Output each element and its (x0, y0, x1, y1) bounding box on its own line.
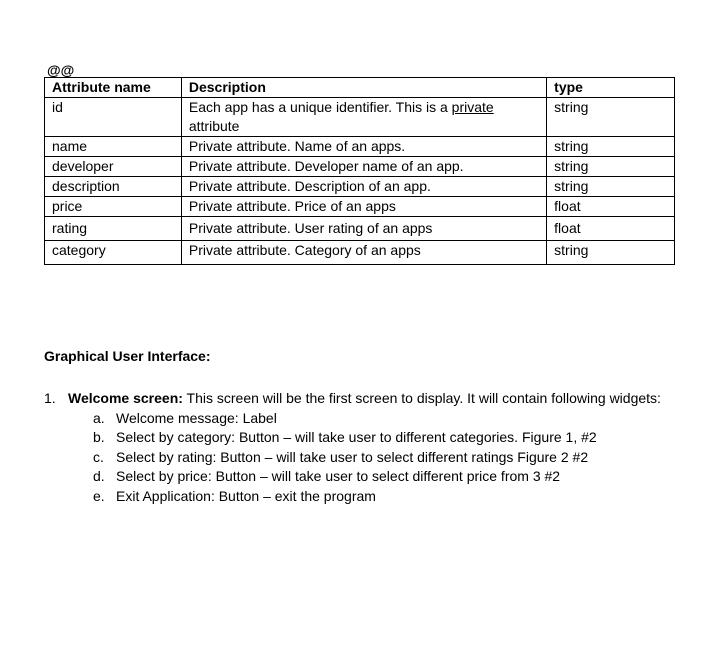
cell-type: string (547, 241, 675, 265)
table-row (45, 157, 675, 177)
cell-type: string (547, 157, 675, 177)
attribute-table (44, 77, 675, 265)
cell-attribute-name: rating (45, 217, 182, 241)
gui-list (44, 389, 664, 506)
cell-description: Private attribute. Developer name of an app. (181, 157, 546, 177)
section-marker: @@ (47, 62, 75, 78)
description-text: Each app has a unique identifier. This is a (188, 99, 452, 115)
cell-description: Private attribute. Name of an apps. (181, 137, 546, 157)
sub-list-letter: b. (93, 429, 105, 445)
table-row (45, 241, 675, 265)
description-text-continued: attribute (188, 118, 240, 134)
sub-list-item (44, 448, 664, 468)
cell-description: Private attribute. Description of an app. (181, 177, 546, 197)
cell-description: Private attribute. User rating of an apps (181, 217, 546, 241)
sub-list-text: Select by category: Button – will take user to different categories. Figure 1, #2 (116, 429, 597, 445)
gui-heading: Graphical User Interface: (44, 348, 211, 364)
cell-description: Private attribute. Price of an apps (181, 197, 546, 217)
sub-list-letter: c. (93, 448, 104, 465)
header-type: type (547, 78, 675, 98)
sub-list-item (44, 487, 664, 507)
sub-list-text: Welcome message: Label (116, 409, 277, 426)
table-row (45, 177, 675, 197)
header-attribute-name: Attribute name (45, 78, 182, 98)
cell-attribute-name: id (45, 98, 182, 137)
cell-type: float (547, 197, 675, 217)
cell-attribute-name: name (45, 137, 182, 157)
sub-list-text: Exit Application: Button – exit the program (116, 487, 376, 504)
sub-list-letter: e. (93, 487, 105, 504)
table-row (45, 197, 675, 217)
cell-attribute-name: category (45, 241, 182, 265)
table-row (45, 98, 675, 137)
sub-list-item (44, 428, 664, 448)
sub-list-text: Select by price: Button – will take user to select different price from 3 #2 (116, 468, 561, 484)
cell-attribute-name: description (45, 177, 182, 197)
header-description: Description (181, 78, 546, 98)
cell-type: string (547, 98, 675, 137)
cell-type: string (547, 177, 675, 197)
list-item-title: Welcome screen: (68, 390, 183, 406)
list-item (44, 389, 664, 409)
list-item-text: This screen will be the first screen to display. It will contain following widgets: (182, 390, 661, 406)
cell-attribute-name: price (45, 197, 182, 217)
description-underlined-text: private (451, 99, 494, 115)
sub-list-item (44, 409, 664, 429)
cell-description (181, 98, 546, 137)
sub-list-letter: a. (93, 409, 105, 426)
table-row (45, 137, 675, 157)
sub-list-item (44, 467, 664, 487)
cell-type: string (547, 137, 675, 157)
table-row (45, 217, 675, 241)
table-header-row (45, 78, 675, 98)
cell-description: Private attribute. Category of an apps (181, 241, 546, 265)
cell-attribute-name: developer (45, 157, 182, 177)
cell-type: float (547, 217, 675, 241)
list-number: 1. (44, 390, 56, 406)
sub-list-text: Select by rating: Button – will take user to select different ratings Figure 2 #2 (116, 448, 589, 465)
sub-list-letter: d. (93, 468, 105, 484)
